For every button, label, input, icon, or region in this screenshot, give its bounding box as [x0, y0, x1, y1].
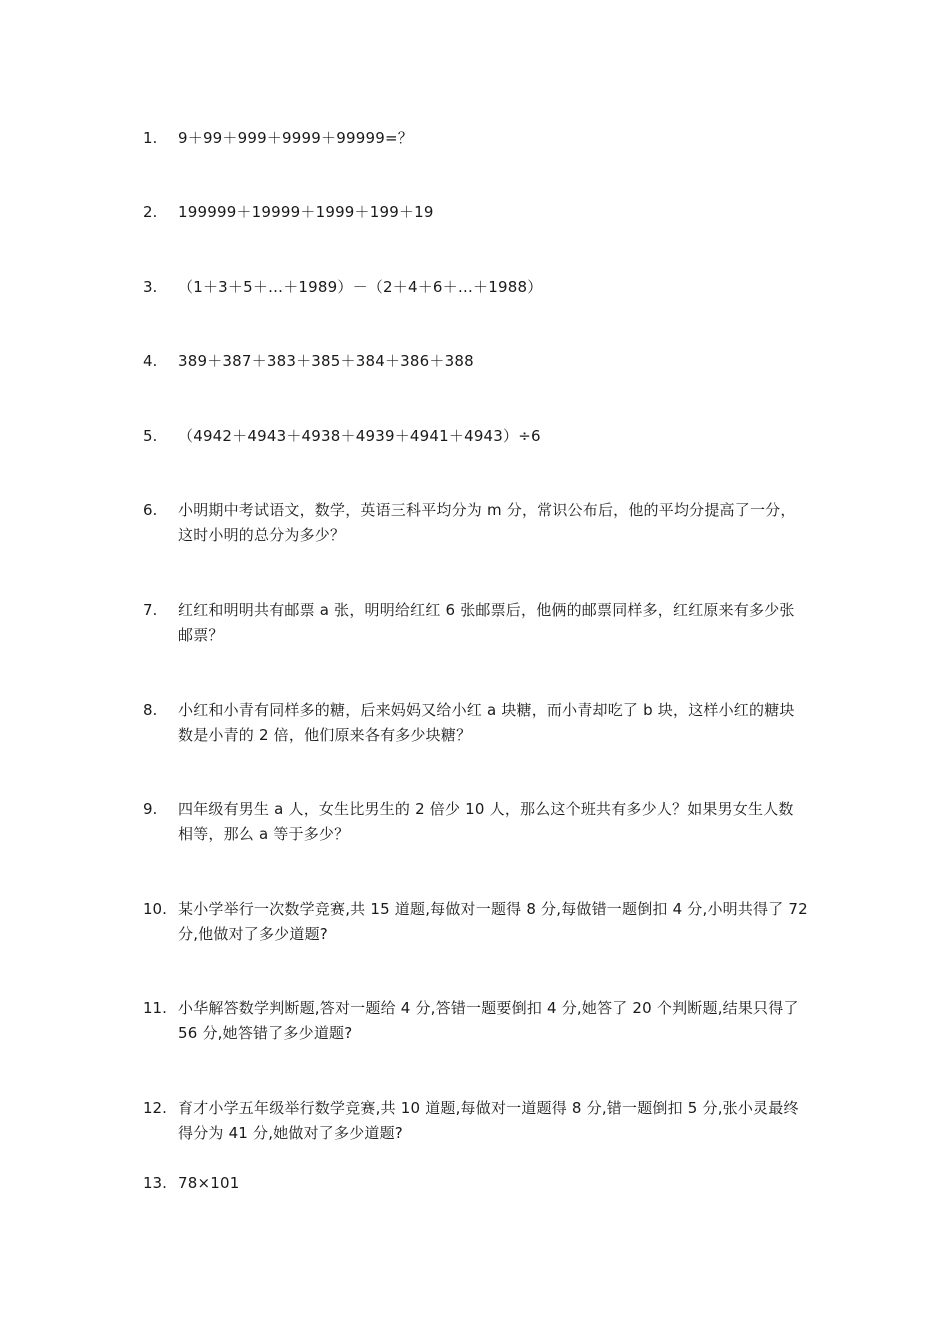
- question-number: 9.: [143, 800, 158, 818]
- question-text: 小明期中考试语文，数学，英语三科平均分为 m 分，常识公布后，他的平均分提高了一分，这时小明的总分为多少？: [178, 501, 796, 544]
- question-text: 育才小学五年级举行数学竞赛,共 10 道题,每做对一道题得 8 分,错一题倒扣 5 分,张小灵最终得分为 41 分,她做对了多少道题?: [178, 1099, 799, 1142]
- question-number: 11.: [143, 999, 167, 1017]
- question-number: 2.: [143, 203, 158, 221]
- question-text: 某小学举行一次数学竞赛,共 15 道题,每做对一题得 8 分,每做错一题倒扣 4 分,小明共得了 72 分,他做对了多少道题?: [178, 900, 808, 943]
- question-number: 8.: [143, 701, 158, 719]
- question-number: 10.: [143, 900, 167, 918]
- question-number: 6.: [143, 501, 158, 519]
- question-text: 四年级有男生 a 人，女生比男生的 2 倍少 10 人，那么这个班共有多少人？如果男女生人数相等，那么 a 等于多少？: [178, 800, 794, 843]
- question-text: （4942＋4943＋4938＋4939＋4941＋4943）÷6: [178, 427, 541, 445]
- question-text: 78×101: [178, 1174, 240, 1192]
- question-number: 3.: [143, 278, 158, 296]
- question-text: 红红和明明共有邮票 a 张，明明给红红 6 张邮票后，他俩的邮票同样多，红红原来有多少张邮票？: [178, 601, 795, 644]
- question-number: 4.: [143, 352, 158, 370]
- question-text: 小华解答数学判断题,答对一题给 4 分,答错一题要倒扣 4 分,她答了 20 个判断题,结果只得了 56 分,她答错了多少道题?: [178, 999, 799, 1042]
- question-text: 389＋387＋383＋385＋384＋386＋388: [178, 352, 474, 370]
- question-number: 13.: [143, 1174, 167, 1192]
- question-text: 小红和小青有同样多的糖，后来妈妈又给小红 a 块糖，而小青却吃了 b 块，这样小红的糖块数是小青的 2 倍，他们原来各有多少块糖？: [178, 701, 795, 744]
- question-number: 12.: [143, 1099, 167, 1117]
- question-text: 199999＋19999＋1999＋199＋19: [178, 203, 434, 221]
- question-text: 9＋99＋999＋9999＋99999=？: [178, 129, 413, 147]
- question-text: （1＋3＋5＋…＋1989）－（2＋4＋6＋…＋1988）: [178, 278, 543, 296]
- question-number: 5.: [143, 427, 158, 445]
- question-number: 1.: [143, 129, 158, 147]
- question-number: 7.: [143, 601, 158, 619]
